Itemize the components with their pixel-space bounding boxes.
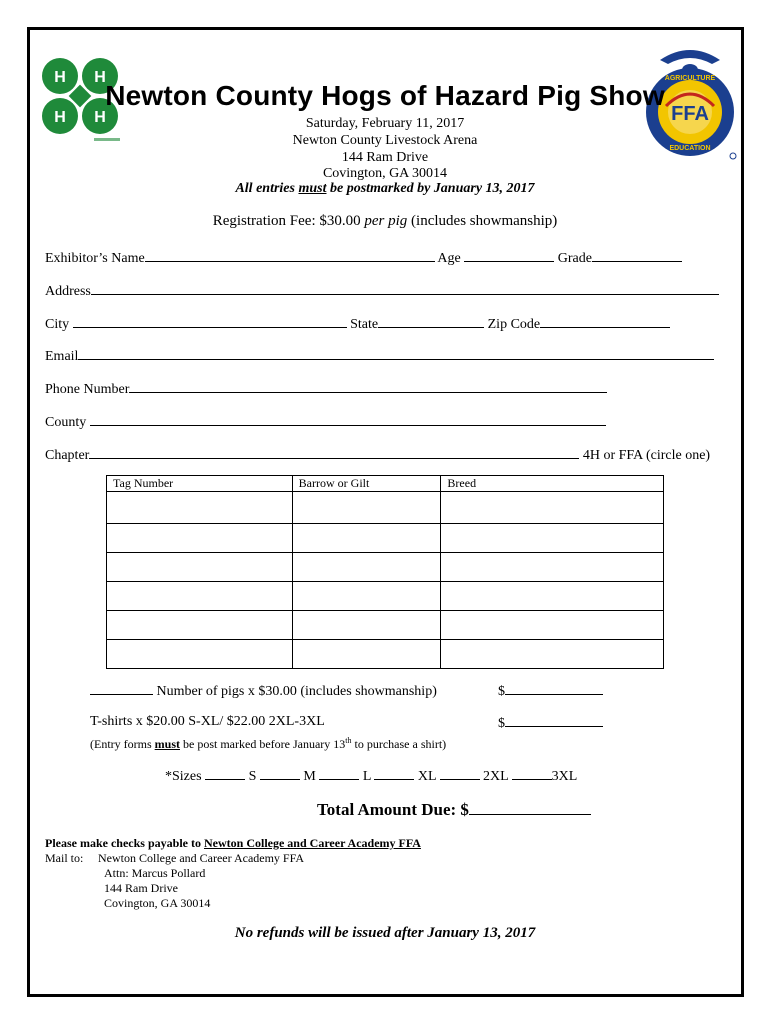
- breed-cell[interactable]: [441, 640, 664, 669]
- event-date: Saturday, February 11, 2017: [305, 116, 465, 131]
- event-venue: Newton County Livestock Arena: [292, 133, 478, 148]
- city-row: [45, 315, 670, 333]
- state-field[interactable]: [378, 315, 484, 328]
- size-2xl-field[interactable]: [440, 767, 480, 780]
- phone-label: Phone Number: [45, 382, 130, 397]
- tag-number-cell[interactable]: [107, 611, 293, 640]
- table-row: [107, 640, 664, 669]
- address-row: [45, 282, 719, 300]
- page-title: Newton County Hogs of Hazard Pig Show: [105, 80, 665, 111]
- mail-line: Newton College and Career Academy FFA: [98, 851, 305, 865]
- zip-field[interactable]: [540, 315, 670, 328]
- breed-cell[interactable]: [441, 611, 664, 640]
- breed-cell[interactable]: [441, 553, 664, 582]
- age-label: Age: [437, 251, 461, 266]
- breed-cell[interactable]: [441, 524, 664, 553]
- mail-line: Attn: Marcus Pollard: [104, 866, 206, 880]
- total-amount-field[interactable]: [469, 800, 591, 815]
- barrow-or-gilt-cell[interactable]: [292, 640, 441, 669]
- tag-number-header: Tag Number: [107, 476, 293, 492]
- tag-number-cell[interactable]: [107, 553, 293, 582]
- checks-payable: Please make checks payable to Newton College and Career Academy FFA: [45, 836, 421, 850]
- county-row: [45, 413, 606, 431]
- chapter-type-label: 4H or FFA (circle one): [582, 448, 711, 463]
- email-field[interactable]: [78, 347, 714, 360]
- county-field[interactable]: [90, 413, 606, 426]
- pigs-dollar-sign: $: [498, 684, 505, 699]
- barrow-or-gilt-header: Barrow or Gilt: [292, 476, 441, 492]
- registration-fee: Registration Fee: $30.00 per pig (includes showmanship): [212, 213, 558, 229]
- tag-number-cell[interactable]: [107, 640, 293, 669]
- pigs-amount-field[interactable]: [505, 682, 603, 695]
- breed-cell[interactable]: [441, 492, 664, 524]
- pig-entry-table: [106, 475, 664, 669]
- 4h-letter-h: H: [54, 69, 66, 86]
- size-m-label: M: [303, 769, 316, 784]
- mail-line: Covington, GA 30014: [104, 896, 211, 910]
- breed-header: Breed: [441, 476, 664, 492]
- tag-number-cell[interactable]: [107, 582, 293, 611]
- size-3xl-label: 3XL: [551, 769, 578, 784]
- barrow-or-gilt-cell[interactable]: [292, 492, 441, 524]
- tshirt-note: (Entry forms must be post marked before January 13th to purchase a shirt): [90, 736, 447, 751]
- size-2xl-label: 2XL: [483, 769, 509, 784]
- county-label: County: [45, 415, 87, 430]
- breed-cell[interactable]: [441, 582, 664, 611]
- address-label: Address: [45, 284, 91, 299]
- size-m-field[interactable]: [260, 767, 300, 780]
- pigs-amount-row: [498, 682, 603, 700]
- size-s-label: S: [248, 769, 257, 784]
- sizes-row: [165, 767, 577, 785]
- phone-field[interactable]: [129, 380, 607, 393]
- total-amount-label: Total Amount Due: $: [317, 800, 469, 819]
- pigs-order-row: [90, 682, 437, 700]
- chapter-label: Chapter: [45, 448, 90, 463]
- exhibitor-row: [45, 249, 682, 267]
- size-s-field[interactable]: [205, 767, 245, 780]
- size-xl-field[interactable]: [374, 767, 414, 780]
- table-row: [107, 492, 664, 524]
- phone-row: [45, 380, 607, 398]
- ffa-letters: FFA: [671, 103, 709, 125]
- tshirt-order-label: T-shirts x $20.00 S-XL/ $22.00 2XL-3XL: [90, 714, 325, 729]
- barrow-or-gilt-cell[interactable]: [292, 553, 441, 582]
- event-street: 144 Ram Drive: [341, 150, 429, 165]
- chapter-field[interactable]: [89, 446, 579, 459]
- tag-number-cell[interactable]: [107, 524, 293, 553]
- exhibitor-name-field[interactable]: [145, 249, 435, 262]
- tshirt-amount-field[interactable]: [505, 714, 603, 727]
- barrow-or-gilt-cell[interactable]: [292, 524, 441, 553]
- tshirt-dollar-sign: $: [498, 716, 505, 731]
- email-label: Email: [45, 349, 79, 364]
- size-3xl-field[interactable]: [512, 767, 552, 780]
- ffa-ring-top-text: AGRICULTURE: [664, 75, 716, 82]
- table-header-row: [107, 476, 664, 492]
- size-xl-label: XL: [417, 769, 437, 784]
- mail-to-label: Mail to:: [45, 851, 84, 865]
- total-amount-row: [317, 800, 591, 820]
- table-row: [107, 611, 664, 640]
- city-field[interactable]: [73, 315, 347, 328]
- ffa-ring-bottom-text: EDUCATION: [669, 145, 711, 152]
- pig-count-field[interactable]: [90, 682, 153, 695]
- no-refunds-notice: No refunds will be issued after January 13, 2017: [234, 925, 536, 941]
- table-row: [107, 553, 664, 582]
- mail-line: 144 Ram Drive: [104, 881, 178, 895]
- address-field[interactable]: [91, 282, 719, 295]
- 4h-letter-h: H: [94, 69, 106, 86]
- zip-label: Zip Code: [487, 317, 541, 332]
- table-row: [107, 582, 664, 611]
- entry-deadline: All entries must be postmarked by January 13, 2017: [235, 181, 535, 196]
- tshirt-amount-row: [498, 714, 603, 732]
- tag-number-cell[interactable]: [107, 492, 293, 524]
- pigs-order-label: Number of pigs x $30.00 (includes showmanship): [156, 684, 437, 699]
- state-label: State: [350, 317, 379, 332]
- sizes-label: *Sizes: [165, 769, 202, 784]
- grade-field[interactable]: [592, 249, 682, 262]
- 4h-letter-h: H: [94, 109, 106, 126]
- barrow-or-gilt-cell[interactable]: [292, 611, 441, 640]
- age-field[interactable]: [464, 249, 554, 262]
- grade-label: Grade: [557, 251, 592, 266]
- table-row: [107, 524, 664, 553]
- 4h-letter-h: H: [54, 109, 66, 126]
- size-l-label: L: [362, 769, 371, 784]
- event-city: Covington, GA 30014: [322, 166, 448, 181]
- barrow-or-gilt-cell[interactable]: [292, 582, 441, 611]
- exhibitor-name-label: Exhibitor’s Name: [45, 251, 145, 266]
- email-row: [45, 347, 714, 365]
- city-label: City: [45, 317, 70, 332]
- size-l-field[interactable]: [319, 767, 359, 780]
- chapter-row: [45, 446, 710, 464]
